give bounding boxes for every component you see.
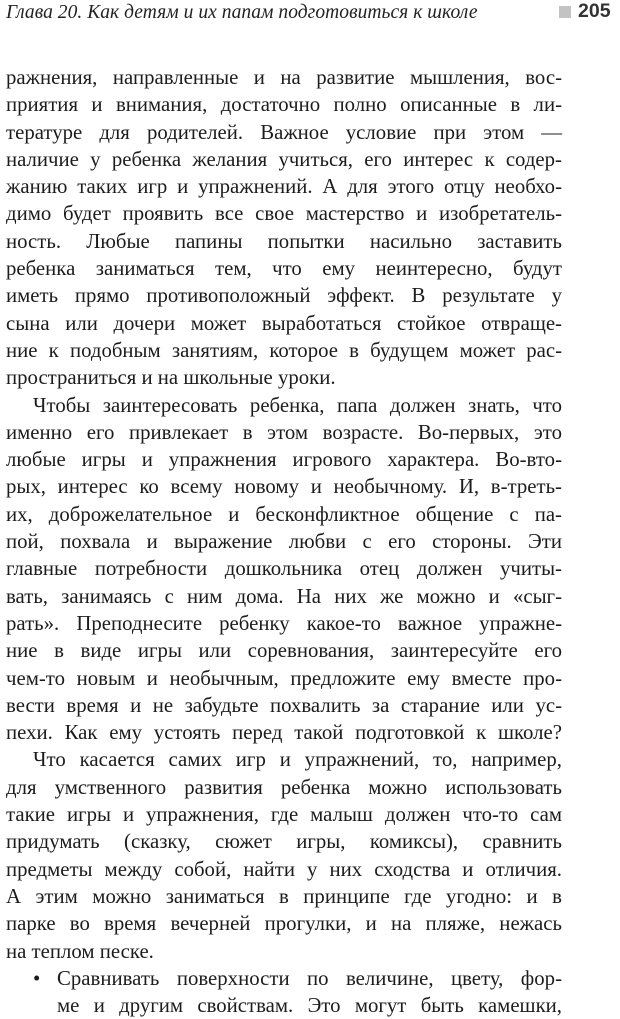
text-line: такие игры и упражнения, где малыш должен что-то сам bbox=[6, 803, 562, 827]
text-line: вать, занимаясь с ним дома. На них же можно и «сыг- bbox=[6, 584, 562, 608]
bullet-text: Сравнивать поверхности по величине, цвету, фор- bbox=[57, 966, 562, 990]
text-line: ребенка заниматься тем, что ему неинтересно, будут bbox=[6, 257, 562, 281]
text-line: наличие у ребенка желания учиться, его интерес к содер- bbox=[6, 147, 562, 171]
text-line: предметы между собой, найти у них сходства и отличия. bbox=[6, 857, 562, 881]
text-line: любые игры и упражнения игрового характера. Во-вто- bbox=[6, 448, 562, 472]
text-line: димо будет проявить все свое мастерство и изобретатель- bbox=[6, 202, 562, 226]
text-line: сына или дочери может выработаться стойкое отвраще- bbox=[6, 311, 562, 335]
text-line: парке во время вечерней прогулки, и на пляже, нежась bbox=[6, 912, 562, 936]
running-header bbox=[0, 0, 620, 30]
text-line: главные потребности дошкольника отец должен учиты- bbox=[6, 557, 562, 581]
text-line: чем-то новым и необычным, предложите ему вместе про- bbox=[6, 666, 562, 690]
header-marker-square bbox=[559, 6, 571, 18]
text-line: жанию таких игр и упражнений. А для этого отцу необхо- bbox=[6, 175, 562, 199]
text-line: приятия и внимания, достаточно полно описанные в ли- bbox=[6, 93, 562, 117]
text-line: именно его привлекает в этом возрасте. Во-первых, это bbox=[6, 420, 562, 444]
text-line: ние к подобным занятиям, которое в будущем может рас- bbox=[6, 338, 562, 362]
text-line: иметь прямо противоположный эффект. В результате у bbox=[6, 284, 562, 308]
text-line: ражнения, направленные и на развитие мышления, вос- bbox=[6, 66, 562, 89]
text-line: Чтобы заинтересовать ребенка, папа должен знать, что bbox=[33, 393, 562, 417]
text-line: вести время и не забудьте похвалить за старание или ус- bbox=[6, 693, 562, 717]
bullet-marker: • bbox=[33, 966, 41, 990]
chapter-title: Глава 20. Как детям и их папам подготовиться к школе bbox=[6, 2, 478, 23]
text-line: их, доброжелательное и бесконфликтное общение с па- bbox=[6, 502, 562, 526]
text-line: рых, интерес ко всему новому и необычному. И, в-треть- bbox=[6, 475, 562, 499]
bullet-item-line bbox=[6, 965, 562, 992]
text-line: для умственного развития ребенка можно использовать bbox=[6, 775, 562, 799]
text-line: пехи. Как ему устоять перед такой подготовкой к школе? bbox=[6, 721, 562, 745]
text-line: тературе для родителей. Важное условие при этом — bbox=[6, 120, 562, 144]
body-text bbox=[6, 64, 562, 1019]
text-line: придумать (сказку, сюжет игры, комиксы), сравнить bbox=[6, 830, 562, 854]
text-line: пой, похвала и выражение любви с его стороны. Эти bbox=[6, 530, 562, 554]
text-line: ность. Любые папины попытки насильно заставить bbox=[6, 229, 562, 253]
text-line: ме и другим свойствам. Это могут быть камешки, bbox=[57, 994, 562, 1018]
text-line: А этим можно заниматься в принципе где угодно: и в bbox=[6, 884, 562, 908]
text-line: на теплом песке. bbox=[6, 939, 154, 963]
text-line: рать». Преподнесите ребенку какое-то важное упражне- bbox=[6, 611, 562, 635]
page-number: 205 bbox=[578, 0, 611, 22]
text-line: Что касается самих игр и упражнений, то, например, bbox=[33, 748, 562, 772]
text-line: пространиться и на школьные уроки. bbox=[6, 366, 336, 390]
text-line: ние в виде игры или соревнования, заинтересуйте его bbox=[6, 639, 562, 663]
